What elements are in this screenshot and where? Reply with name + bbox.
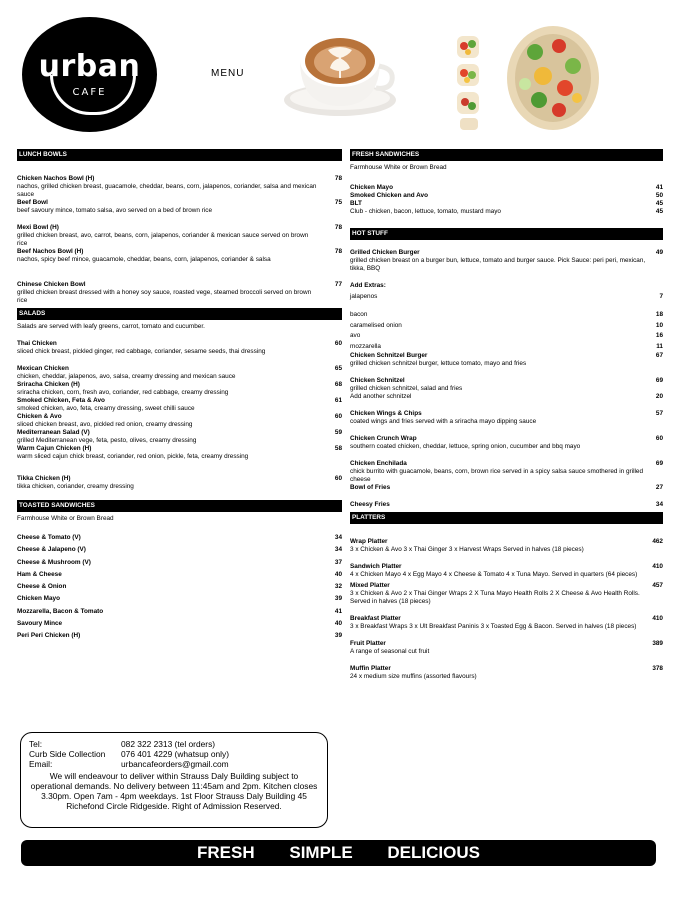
fresh-sandwiches-heading: FRESH SANDWICHES [350, 149, 663, 161]
salads-heading: SALADS [17, 308, 342, 320]
item-description: 3 x Chicken & Avo 3 x Thai Ginger 3 x Harvest Wraps Served in halves (18 pieces) [350, 546, 584, 553]
menu-item [17, 569, 342, 581]
item-description: grilled chicken breast dressed with a honey soy sauce, roasted vege, steamed broccoli served on brown rice [17, 289, 312, 304]
item-description: nachos, grilled chicken breast, guacamole, cheddar, beans, corn, jalapenos, coriander, salsa and mexican sauce [17, 183, 317, 198]
item-description: sriracha chicken, corn, fresh avo, coriander, red cabbage, creamy dressing [17, 389, 229, 396]
item-name: Smoked Chicken and Avo [350, 192, 429, 199]
item-description: coated wings and fries served with a sriracha mayo dipping sauce [350, 418, 537, 425]
item-name: Chicken Crunch Wrap [350, 435, 417, 442]
item-name: Beef Nachos Bowl (H) [17, 248, 84, 255]
menu-item [17, 618, 342, 630]
tel-label: Tel: [29, 739, 43, 749]
menu-item [350, 460, 663, 468]
email-line [29, 759, 319, 769]
item-name: Chicken Schnitzel Burger [350, 352, 428, 359]
item-price: 378 [652, 665, 663, 672]
email-label: Email: [29, 759, 53, 770]
menu-item [350, 200, 663, 208]
item-description: sliced chicken breast, avo, pickled red onion, creamy dressing [17, 421, 193, 428]
item-price: 462 [652, 538, 663, 545]
delivery-note: We will endeavour to deliver within Strauss Daly Building subject to operational demands. No delivery between 11:45am and 2pm. Kitchen closes 3.30pm. Open 7am - 4pm weekdays. 1st Floor Strauss Daly Building 45 Richefond Circle Ridgeside. Right of Admission Reserved. [30, 770, 318, 812]
extra-item [350, 293, 663, 301]
item-name: Mexican Chicken [17, 365, 69, 372]
item-name: Ham & Cheese [17, 570, 62, 578]
extra-name: bacon [350, 311, 368, 318]
item-price: 68 [334, 381, 342, 388]
curb-line [29, 749, 319, 759]
item-name: Grilled Chicken Burger [350, 249, 420, 256]
menu-item [17, 532, 342, 544]
header [0, 0, 683, 145]
menu-item [350, 582, 663, 590]
item-price: 78 [334, 224, 342, 231]
menu-item [350, 615, 663, 623]
item-name: Wrap Platter [350, 538, 388, 545]
item-name: Chicken & Avo [17, 413, 62, 420]
item-price: 60 [334, 475, 342, 482]
extra-item [350, 321, 663, 332]
menu-item [17, 581, 342, 593]
item-price: 69 [655, 377, 663, 384]
extra-item [350, 393, 663, 401]
logo-word: urban [38, 49, 141, 84]
item-name: BLT [350, 200, 362, 207]
item-name: Mixed Platter [350, 582, 390, 589]
item-price: 32 [334, 583, 342, 591]
item-name: Smoked Chicken, Feta & Avo [17, 397, 105, 404]
menu-item [350, 208, 663, 216]
curb-label: Curb Side Collection [29, 749, 106, 760]
item-description: tikka chicken, coriander, creamy dressing [17, 483, 134, 490]
extra-price: 10 [655, 321, 663, 329]
menu-item [350, 410, 663, 418]
item-name: Cheese & Onion [17, 583, 67, 591]
item-price: 60 [655, 435, 663, 442]
item-price: 45 [655, 208, 663, 215]
item-name: Warm Cajun Chicken (H) [17, 445, 92, 452]
menu-item [350, 538, 663, 546]
item-price: 59 [334, 429, 342, 436]
contact-box [20, 732, 328, 828]
item-name: Bowl of Fries [350, 484, 391, 491]
right-column [350, 149, 663, 681]
menu-item [350, 184, 663, 192]
toasted-subtitle: Farmhouse White or Brown Bread [17, 515, 114, 522]
menu-item [350, 377, 663, 385]
menu-item [350, 249, 663, 257]
extra-price: 16 [655, 332, 663, 339]
item-price: 61 [334, 397, 342, 404]
menu-item [17, 224, 342, 232]
item-price: 410 [652, 615, 663, 622]
menu-item [17, 544, 342, 556]
menu-item [17, 281, 342, 289]
item-name: Thai Chicken [17, 340, 57, 347]
item-price: 78 [334, 248, 342, 255]
extra-item [350, 331, 663, 342]
item-price: 34 [655, 501, 663, 508]
extra-item [350, 310, 663, 321]
menu-item [17, 593, 342, 605]
item-price: 78 [334, 175, 342, 182]
item-name: Chicken Wings & Chips [350, 410, 422, 417]
item-description: beef savoury mince, tomato salsa, avo served on a bed of brown rice [17, 207, 213, 214]
item-description: grilled chicken breast, avo, carrot, beans, corn, jalapenos, coriander & mexican sauce served on brown rice [17, 232, 309, 247]
item-description: 3 x Breakfast Wraps 3 x Ult Breakfast Paninis 3 x Toasted Egg & Bacon. Served in halves (18 pieces) [350, 623, 637, 630]
menu-item [17, 175, 342, 183]
item-name: Tikka Chicken (H) [17, 475, 71, 482]
item-price: 34 [334, 546, 342, 554]
menu-item [17, 248, 342, 256]
item-price: 389 [652, 640, 663, 647]
item-price: 65 [334, 365, 342, 372]
menu-item [350, 435, 663, 443]
item-price: 49 [655, 249, 663, 256]
menu-item [17, 630, 342, 642]
extra-price: 18 [655, 311, 663, 318]
item-name: Savoury Mince [17, 620, 63, 628]
item-price: 67 [655, 352, 663, 359]
menu-item [17, 557, 342, 569]
menu-item [350, 665, 663, 673]
item-price: 41 [334, 607, 342, 615]
slogan-banner [21, 840, 656, 866]
item-price: 58 [334, 445, 342, 452]
menu-item [350, 501, 663, 509]
menu-item [350, 563, 663, 571]
extra-price: 20 [655, 393, 663, 400]
item-description: nachos, spicy beef mince, guacamole, cheddar, beans, corn, jalapenos, coriander & salsa [17, 256, 271, 263]
tel-line [29, 739, 319, 749]
item-name: Mozzarella, Bacon & Tomato [17, 607, 104, 615]
item-description: grilled Mediterranean vege, feta, pesto, olives, creamy dressing [17, 437, 197, 444]
item-description: chicken, cheddar, jalapenos, avo, salsa, creamy dressing and mexican sauce [17, 373, 236, 380]
item-description: grilled chicken schnitzel, salad and fries [350, 385, 463, 392]
toasted-sandwiches-heading: TOASTED SANDWICHES [17, 500, 342, 512]
item-name: Club - chicken, bacon, lettuce, tomato, mustard mayo [350, 208, 501, 215]
logo-sub: CAFE [72, 87, 107, 98]
slogan-fresh: FRESH [197, 843, 255, 862]
item-price: 57 [655, 410, 663, 417]
item-price: 39 [334, 632, 342, 640]
item-price: 410 [652, 563, 663, 570]
item-description: chick burrito with guacamole, beans, corn, brown rice served in a spicy salsa sauce smothered in grilled cheese [350, 468, 644, 483]
menu-item [17, 199, 342, 207]
extras-heading: Add Extras: [350, 282, 386, 289]
coffee-cup-image [278, 20, 408, 125]
item-price: 40 [334, 570, 342, 578]
menu-item [17, 475, 342, 483]
platters-heading: PLATTERS [350, 512, 663, 524]
extra-name: caramelised onion [350, 321, 402, 329]
item-price: 60 [334, 413, 342, 420]
item-name: Chicken Enchilada [350, 460, 407, 467]
item-name: Sandwich Platter [350, 563, 402, 570]
menu-item [350, 640, 663, 648]
urban-cafe-logo [22, 17, 157, 132]
item-name: Beef Bowl [17, 199, 48, 206]
item-price: 39 [334, 595, 342, 603]
item-description: grilled chicken schnitzel burger, lettuce tomato, mayo and fries [350, 360, 527, 367]
item-name: Cheese & Mushroom (V) [17, 558, 91, 566]
item-description: smoked chicken, avo, feta, creamy dressing, sweet chilli sauce [17, 405, 195, 412]
item-name: Muffin Platter [350, 665, 391, 672]
menu-item [17, 381, 342, 389]
left-column [17, 149, 342, 643]
slogan-simple: SIMPLE [289, 843, 353, 862]
item-name: Sriracha Chicken (H) [17, 381, 80, 388]
item-name: Chicken Schnitzel [350, 377, 405, 384]
fresh-subtitle: Farmhouse White or Brown Bread [350, 164, 447, 171]
item-price: 75 [334, 199, 342, 206]
extra-name: mozzarella [350, 342, 381, 350]
item-price: 457 [652, 582, 663, 589]
item-name: Chinese Chicken Bowl [17, 281, 86, 288]
item-description: 4 x Chicken Mayo 4 x Egg Mayo 4 x Cheese & Tomato 4 x Tuna Mayo. Served in quarters (64 pieces) [350, 571, 638, 578]
item-name: Peri Peri Chicken (H) [17, 632, 81, 640]
salads-subtitle: Salads are served with leafy greens, carrot, tomato and cucumber. [17, 323, 205, 330]
hot-stuff-heading: HOT STUFF [350, 228, 663, 240]
menu-item [17, 429, 342, 437]
lunch-bowls-heading: LUNCH BOWLS [17, 149, 342, 161]
menu-item [17, 365, 342, 373]
menu-item [17, 397, 342, 405]
item-name: Chicken Mayo [350, 184, 393, 191]
extra-name: Add another schnitzel [350, 393, 412, 400]
menu-item [350, 484, 663, 492]
item-price: 60 [334, 340, 342, 347]
wraps-image [455, 22, 605, 134]
menu-item [17, 413, 342, 421]
extra-price: 11 [656, 342, 663, 350]
item-description: grilled chicken breast on a burger bun, lettuce, tomato and burger sauce. Pick Sauce: peri peri, mexican, tikka, BBQ [350, 257, 646, 272]
item-price: 45 [655, 200, 663, 207]
item-price: 69 [655, 460, 663, 467]
item-name: Cheese & Tomato (V) [17, 534, 81, 541]
email-link[interactable]: urbancafeorders@gmail.com [121, 759, 229, 770]
item-description: A range of seasonal cut fruit [350, 648, 430, 655]
menu-item [17, 340, 342, 348]
item-description: 3 x Chicken & Avo 2 x Thai Ginger Wraps 2 X Tuna Mayo Health Rolls 2 X Cheese & Avo Health Rolls. Served in halves (18 pieces) [350, 590, 640, 605]
slogan-delicious: DELICIOUS [387, 843, 480, 862]
item-price: 37 [334, 558, 342, 566]
item-name: Mexi Bowl (H) [17, 224, 59, 231]
item-name: Mediterranean Salad (V) [17, 429, 90, 436]
item-price: 50 [655, 192, 663, 199]
menu-item [17, 606, 342, 618]
menu-item [350, 352, 663, 360]
item-price: 34 [334, 534, 342, 541]
extra-price: 7 [659, 293, 663, 300]
item-price: 27 [655, 484, 663, 491]
menu-item [350, 192, 663, 200]
item-name: Fruit Platter [350, 640, 386, 647]
item-description: southern coated chicken, cheddar, lettuce, spring onion, cucumber and bbq mayo [350, 443, 581, 450]
item-name: Cheese & Jalapeno (V) [17, 546, 86, 554]
item-description: sliced chick breast, pickled ginger, red cabbage, coriander, sesame seeds, thai dressing [17, 348, 266, 355]
item-name: Chicken Nachos Bowl (H) [17, 175, 95, 182]
item-price: 41 [655, 184, 663, 191]
item-price: 40 [334, 620, 342, 628]
menu-label: MENU [211, 68, 245, 79]
extra-item [350, 342, 663, 353]
item-name: Breakfast Platter [350, 615, 401, 622]
item-description: 24 x medium size muffins (assorted flavours) [350, 673, 477, 680]
curb-value[interactable]: 076 401 4229 (whatsup only) [121, 749, 230, 760]
menu-item [17, 445, 342, 453]
extra-name: avo [350, 332, 361, 339]
item-price: 77 [334, 281, 342, 288]
item-name: Cheesy Fries [350, 501, 390, 508]
extra-name: jalapenos [350, 293, 378, 300]
item-description: warm sliced cajun chick breast, coriander, red onion, pickle, feta, creamy dressing [17, 453, 249, 460]
tel-value[interactable]: 082 322 2313 (tel orders) [121, 739, 216, 749]
item-name: Chicken Mayo [17, 595, 60, 603]
